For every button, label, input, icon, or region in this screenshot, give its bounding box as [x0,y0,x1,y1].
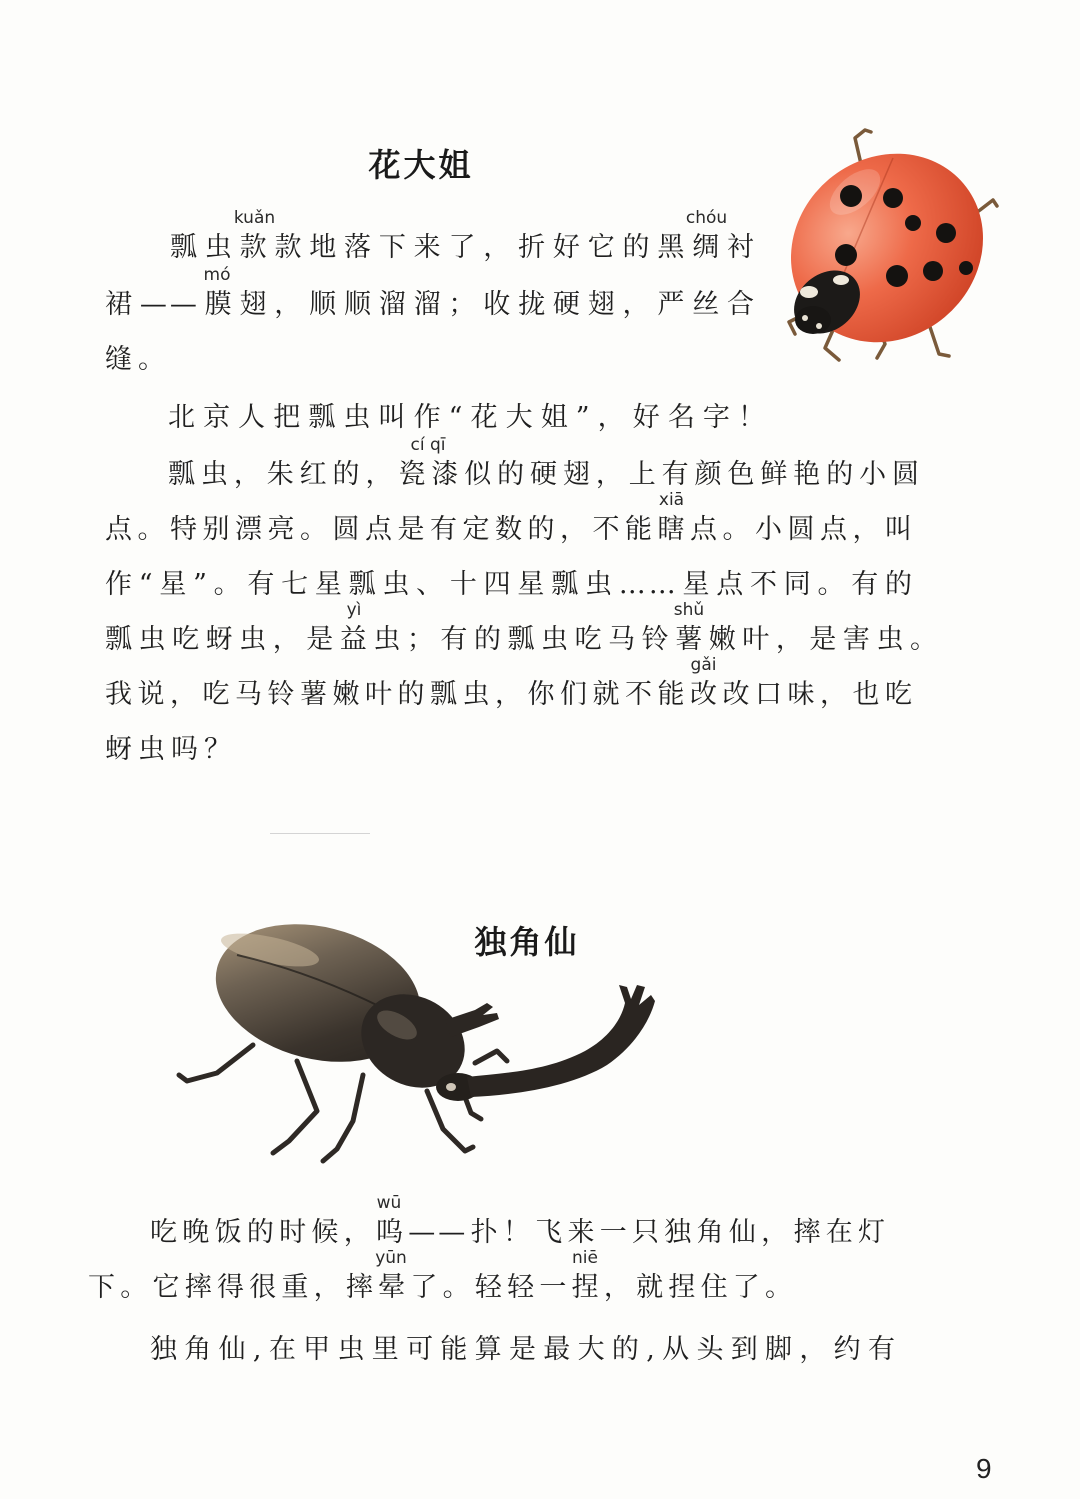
text-line [170,208,757,265]
pinyin-annotation: yūn [375,1248,407,1268]
text-segment: 蚜虫吗？ [105,734,237,765]
text-line [168,401,768,435]
page-number: 9 [976,1453,992,1484]
annotated-base: 晕 [378,1272,411,1303]
text-segment: 独角仙,在甲虫里可能算是最大的,从头到脚，约有 [150,1334,898,1365]
text-line [105,490,915,547]
annotated-character [571,1248,604,1303]
annotated-base: 改 [690,679,723,710]
text-segment: 款地落下来了，折好它的黑 [274,232,693,263]
pinyin-annotation: niē [572,1248,598,1268]
pinyin-annotation: kuǎn [233,208,276,228]
text-line [105,733,237,767]
annotated-base: 捏 [571,1272,604,1303]
annotated-base: 薯 [675,624,709,655]
pinyin-annotation: xiā [658,490,685,510]
text-segment: 北京人把瓢虫叫作“花大姐”，好名字！ [168,402,768,433]
text-segment: 下。它摔得很重，摔 [88,1272,379,1303]
annotated-base: 瓷漆 [398,459,465,490]
annotated-character [690,655,723,710]
text-segment: 瓢虫吃蚜虫，是 [105,624,340,655]
annotated-base: 膜 [199,289,240,320]
text-segment: 缝。 [105,344,171,375]
text-segment: 似的硬翅，上有颜色鲜艳的小圆 [464,459,923,490]
annotated-character [375,1248,411,1303]
text-segment: 嫩叶，是害虫。 [708,624,941,655]
annotated-character [339,600,374,655]
text-segment: 改口味，也吃 [722,679,915,710]
pinyin-annotation: cí qī [410,435,446,455]
beetle-pronotum-horn [445,1003,499,1037]
pinyin-annotation: mó [203,265,231,285]
text-line [105,265,758,322]
section-title-beetle: 独角仙 [474,923,580,961]
ladybug-illustration [775,122,1005,372]
text-segment: 点。小圆点，叫 [690,514,915,545]
text-segment: 作“星”。有七星瓢虫、十四星瓢虫……星点不同。有的 [105,569,915,600]
annotated-character [685,208,728,263]
text-segment: 吃晚饭的时候， [150,1217,376,1248]
text-segment: 瓢虫，朱红的， [168,459,399,490]
text-segment: 了。轻轻一 [410,1272,572,1303]
text-segment: ——扑！飞来一只独角仙，摔在灯 [408,1217,889,1248]
text-segment: 裙—— [105,289,200,320]
text-line [105,655,915,712]
text-segment: 瓢虫 [170,232,240,263]
text-line [105,600,941,657]
text-line [150,1193,889,1250]
pinyin-annotation: yì [346,600,362,620]
text-line [150,1333,898,1367]
annotated-character [673,600,709,655]
annotated-base: 呜 [376,1217,409,1248]
text-segment: 衬 [727,232,757,263]
annotated-base: 益 [339,624,374,655]
beetle-horn [467,985,655,1097]
annotated-base: 绸 [692,232,727,263]
pinyin-annotation: gǎi [690,655,717,675]
annotated-character [398,435,465,490]
text-segment: 点。特别漂亮。圆点是有定数的，不能 [105,514,658,545]
text-line [168,435,923,492]
annotated-character [233,208,276,263]
text-segment: ，就捏住了。 [603,1272,796,1303]
text-line [105,568,915,602]
pinyin-annotation: chóu [685,208,728,228]
annotated-character [657,490,691,545]
text-segment: 虫；有的瓢虫吃马铃 [373,624,676,655]
text-line [105,343,171,377]
annotated-base: 瞎 [657,514,690,545]
annotated-character [199,265,240,320]
divider [270,833,370,834]
text-line [88,1248,796,1305]
rhinoceros-beetle-illustration [175,915,665,1170]
section-title-ladybug: 花大姐 [368,146,474,184]
text-segment: 我说，吃马铃薯嫩叶的瓢虫，你们就不能 [105,679,690,710]
text-segment: 翅，顺顺溜溜；收拢硬翅，严丝合 [239,289,758,320]
pinyin-annotation: wū [376,1193,402,1213]
annotated-base: 款 [239,232,275,263]
pinyin-annotation: shǔ [673,600,705,620]
ladybug-shell [753,115,1022,381]
annotated-character [376,1193,409,1248]
